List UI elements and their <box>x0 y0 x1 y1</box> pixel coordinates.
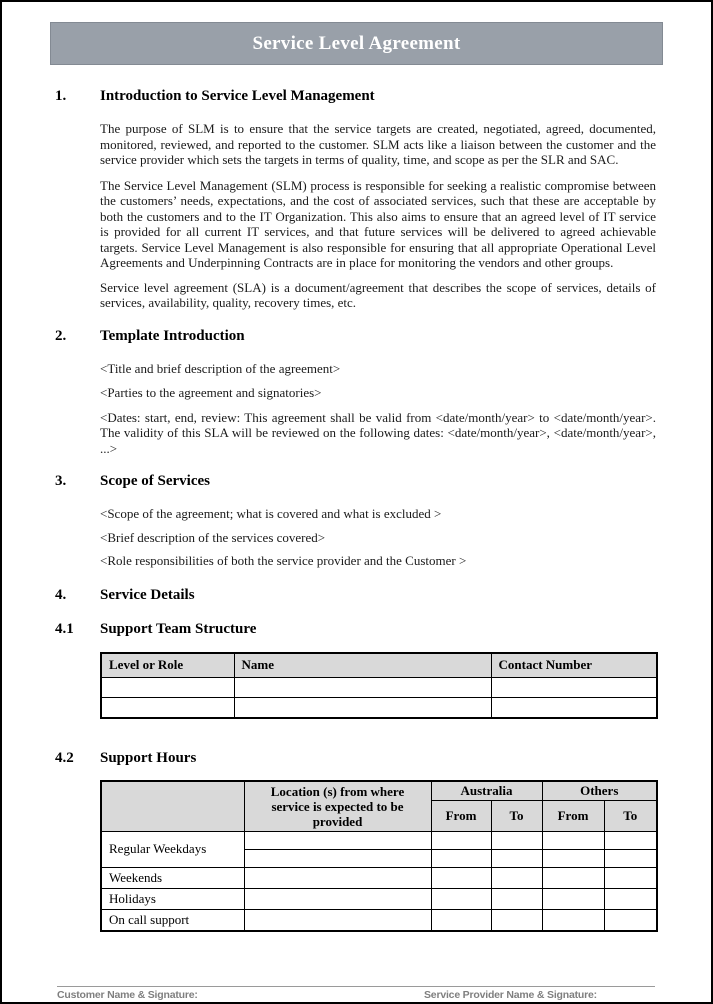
input-cell-to[interactable] <box>604 867 657 888</box>
provider-signature-label: Service Provider Name & Signature: <box>424 989 597 1001</box>
input-cell-to[interactable] <box>491 849 542 867</box>
placeholder-parties: <Parties to the agreement and signatories> <box>100 385 322 400</box>
table-row <box>101 698 657 718</box>
input-cell-level[interactable] <box>101 698 234 718</box>
column-header-australia-from: From <box>431 801 491 831</box>
input-cell-to[interactable] <box>604 909 657 931</box>
input-cell-to[interactable] <box>604 849 657 867</box>
row-label-weekends: Weekends <box>101 867 244 888</box>
input-cell-name[interactable] <box>234 678 491 698</box>
section-heading-support-team-structure <box>55 621 656 638</box>
document-title: Service Level Agreement <box>252 32 461 54</box>
table-header-row <box>101 781 657 801</box>
input-cell-location[interactable] <box>244 849 431 867</box>
input-cell-to[interactable] <box>604 831 657 849</box>
footer-divider <box>57 986 655 987</box>
paragraph-slm-purpose: The purpose of SLM is to ensure that the service targets are created, negotiated, agreed, documented, monitored, reviewed, and reported to the customer. SLM acts like a liaison between the customer and the service provider which sets the targets in terms of quality, time, and scope as per the SLR and SAC. <box>100 121 656 167</box>
input-cell-from[interactable] <box>542 849 604 867</box>
column-header-others-to: To <box>604 801 657 831</box>
table-header-row <box>101 653 657 678</box>
section-title: Support Hours <box>100 749 197 766</box>
placeholder-dates: <Dates: start, end, review: This agreement shall be valid from <date/month/year> to <date/month/year>. The validity of this SLA will be reviewed on the following dates: <date/month/year>, <date/month/year>, ...> <box>100 409 656 456</box>
section-title: Support Team Structure <box>100 620 257 637</box>
input-cell-location[interactable] <box>244 867 431 888</box>
column-header-others-from: From <box>542 801 604 831</box>
column-header-location: Location (s) from where service is expected to be provided <box>244 781 431 832</box>
column-header-level-or-role: Level or Role <box>101 653 234 678</box>
column-header-name: Name <box>234 653 491 678</box>
input-cell-to[interactable] <box>491 867 542 888</box>
corner-header-cell <box>101 781 244 832</box>
section-heading-support-hours <box>55 750 656 767</box>
paragraph-sla-definition: Service level agreement (SLA) is a document/agreement that describes the scope of services, details of services, availability, quality, recovery times, etc. <box>100 279 656 310</box>
row-label-on-call-support: On call support <box>101 909 244 931</box>
table-row-holidays <box>101 888 657 909</box>
customer-signature-label: Customer Name & Signature: <box>57 989 198 1001</box>
input-cell-location[interactable] <box>244 909 431 931</box>
section-number: 4.2 <box>55 749 74 766</box>
input-cell-from[interactable] <box>431 888 491 909</box>
section-title: Service Details <box>100 586 195 603</box>
section-heading-introduction <box>55 88 656 105</box>
column-group-australia: Australia <box>431 781 542 801</box>
input-cell-location[interactable] <box>244 831 431 849</box>
table-row-regular-weekdays <box>101 831 657 849</box>
input-cell-from[interactable] <box>542 867 604 888</box>
section-heading-template-introduction <box>55 328 656 345</box>
paragraph-slm-process: The Service Level Management (SLM) process is responsible for seeking a realistic compromise between the customers’ needs, expectations, and the cost of associated services, such that these are acceptable by both the customers and to the IT Organization. This also aims to ensure that an agreed level of IT service is provided for all current IT services, and that future services will be delivered to agreed achievable targets. Service Level Management is also responsible for ensuring that all appropriate Operational Level Agreements and Underpinning Contracts are in place for monitoring the vendors and other groups. <box>100 177 656 270</box>
section-title: Template Introduction <box>100 327 245 344</box>
support-team-table <box>100 652 658 719</box>
support-hours-table <box>100 780 658 932</box>
section-heading-scope <box>55 473 656 490</box>
table-row-on-call-support <box>101 909 657 931</box>
input-cell-from[interactable] <box>542 831 604 849</box>
section-number: 3. <box>55 473 67 489</box>
input-cell-from[interactable] <box>431 849 491 867</box>
table-row <box>101 678 657 698</box>
row-label-regular-weekdays: Regular Weekdays <box>101 831 244 867</box>
placeholder-services-covered: <Brief description of the services covered> <box>100 529 326 545</box>
input-cell-location[interactable] <box>244 888 431 909</box>
input-cell-to[interactable] <box>604 888 657 909</box>
section-number: 1. <box>55 88 67 104</box>
input-cell-contact[interactable] <box>491 698 657 718</box>
input-cell-from[interactable] <box>542 909 604 931</box>
input-cell-name[interactable] <box>234 698 491 718</box>
table-row-weekends <box>101 867 657 888</box>
placeholder-scope: <Scope of the agreement; what is covered and what is excluded > <box>100 506 442 521</box>
input-cell-from[interactable] <box>542 888 604 909</box>
placeholder-title-description: <Title and brief description of the agreement> <box>100 360 341 376</box>
input-cell-to[interactable] <box>491 888 542 909</box>
input-cell-contact[interactable] <box>491 678 657 698</box>
input-cell-from[interactable] <box>431 909 491 931</box>
input-cell-to[interactable] <box>491 831 542 849</box>
section-number: 4.1 <box>55 620 74 637</box>
section-title: Introduction to Service Level Management <box>100 88 375 104</box>
input-cell-from[interactable] <box>431 831 491 849</box>
title-banner <box>50 22 663 65</box>
input-cell-level[interactable] <box>101 678 234 698</box>
section-number: 4. <box>55 586 67 603</box>
section-number: 2. <box>55 327 67 344</box>
input-cell-to[interactable] <box>491 909 542 931</box>
section-heading-service-details <box>55 587 656 604</box>
section-title: Scope of Services <box>100 473 210 489</box>
column-group-others: Others <box>542 781 657 801</box>
column-header-australia-to: To <box>491 801 542 831</box>
column-header-contact-number: Contact Number <box>491 653 657 678</box>
placeholder-role-responsibilities: <Role responsibilities of both the service provider and the Customer > <box>100 553 467 568</box>
input-cell-from[interactable] <box>431 867 491 888</box>
row-label-holidays: Holidays <box>101 888 244 909</box>
